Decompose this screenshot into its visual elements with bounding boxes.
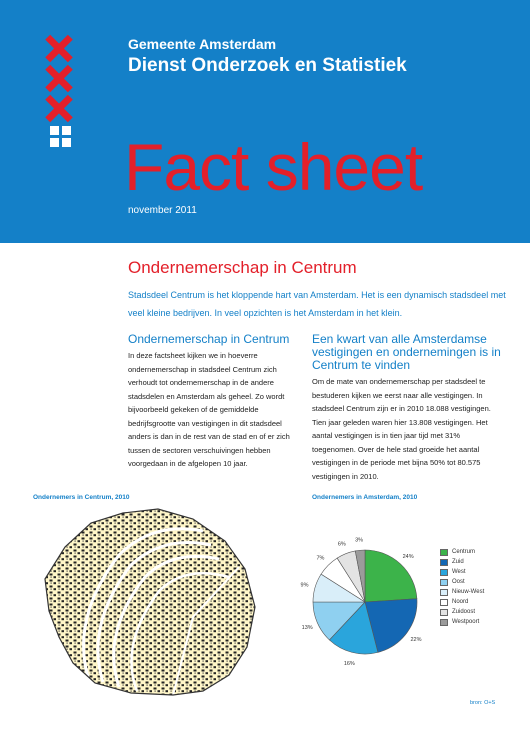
right-body: Om de mate van ondernemerschap per stadsdeel te bestuderen kijken we eerst naar alle vestigingen. In stadsdeel Centrum zijn er in 2010 18.088 vestigingen. Tien jaar geleden waren hier 13.808 vestigingen. Het aantal vestigingen is in tien jaar tijd met 31% toegenomen. Over de hele stad groeide het aantal vestigingen in de periode met bijna 50% tot 80.575 vestigingen in 2010.: [312, 377, 491, 481]
header-banner: [0, 0, 530, 243]
legend-item: [440, 557, 484, 567]
legend-item: [440, 607, 484, 617]
dots-icon: [50, 126, 72, 147]
pie-caption: Ondernemers in Amsterdam, 2010: [312, 494, 418, 501]
pie-label: 7%: [316, 555, 325, 562]
publication-date: november 2011: [128, 205, 197, 216]
left-body: In deze factsheet kijken we in hoeverre ondernemerschap in stadsdeel Centrum zich verhoudt tot ondernemerschap in de andere stadsdelen en Amsterdam als geheel. Zo wordt bijvoorbeeld gekeken of de gemiddelde bedrijfsgrootte van vestigingen in dit stadsdeel anders is dan in de rest van de stad en of er zich tussen de sectoren verschuivingen hebben voorgedaan in de afgelopen 10 jaar.: [128, 351, 290, 468]
legend-label: Noord: [452, 599, 469, 605]
legend-label: Nieuw-West: [452, 589, 485, 595]
pie-chart: [290, 532, 440, 672]
pie-label: 24%: [402, 554, 414, 561]
map-caption: Ondernemers in Centrum, 2010: [33, 494, 130, 501]
pie-legend: [440, 547, 484, 627]
legend-label: Centrum: [452, 549, 476, 555]
right-heading: Een kwart van alle Amsterdamse vestigingen en ondernemingen is in Centrum te vinden: [312, 332, 501, 372]
legend-swatch: [440, 609, 448, 616]
pie-label: 13%: [301, 625, 313, 632]
intro-text: Stadsdeel Centrum is het kloppende hart van Amsterdam. Het is een dynamisch stadsdeel met veel kleine bedrijven. In veel opzichten is het Amsterdam in het klein.: [128, 290, 506, 318]
article-heading: Ondernemerschap in Centrum: [128, 258, 357, 277]
legend-swatch: [440, 579, 448, 586]
amsterdam-logo-icon: [46, 36, 72, 147]
legend-item: [440, 567, 484, 577]
source-note: bron: O+S: [470, 700, 496, 706]
legend-label: Westpoort: [452, 619, 480, 625]
legend-item: [440, 617, 484, 627]
cross-icon: [46, 66, 72, 90]
pie-label: 16%: [343, 661, 355, 668]
cross-icon: [46, 96, 72, 120]
legend-item: [440, 547, 484, 557]
legend-swatch: [440, 559, 448, 566]
page-title: Fact sheet: [124, 130, 423, 204]
legend-label: Oost: [452, 579, 465, 585]
cross-icon: [46, 36, 72, 60]
org-name: Gemeente Amsterdam: [128, 36, 277, 52]
pie-label: 3%: [355, 537, 364, 544]
legend-item: [440, 597, 484, 607]
legend-swatch: [440, 619, 448, 626]
pie-label: 9%: [300, 582, 309, 589]
legend-swatch: [440, 589, 448, 596]
left-heading: Ondernemerschap in Centrum: [128, 332, 290, 346]
legend-label: Zuidoost: [452, 609, 476, 615]
legend-swatch: [440, 569, 448, 576]
legend-swatch: [440, 549, 448, 556]
legend-item: [440, 587, 484, 597]
left-column: [128, 333, 303, 471]
legend-swatch: [440, 599, 448, 606]
legend-label: Zuid: [452, 559, 464, 565]
right-column: [312, 333, 502, 483]
pie-label: 6%: [337, 541, 346, 548]
centrum-map: [33, 507, 278, 697]
pie-label: 22%: [410, 637, 422, 644]
legend-label: West: [452, 569, 466, 575]
department-name: Dienst Onderzoek en Statistiek: [128, 55, 407, 76]
legend-item: [440, 577, 484, 587]
